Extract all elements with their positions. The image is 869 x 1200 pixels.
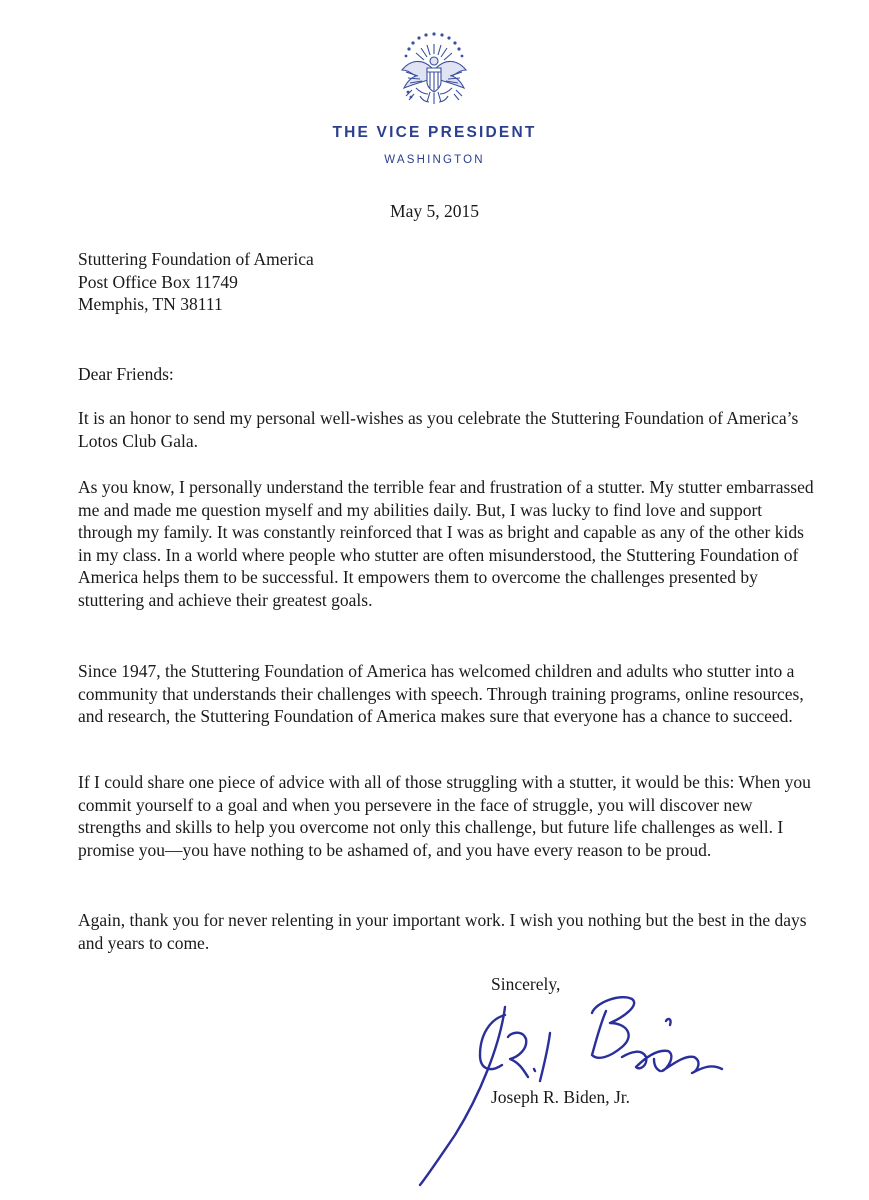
recipient-address — [78, 248, 314, 316]
vice-presidential-seal-icon — [394, 30, 474, 112]
letter-date: May 5, 2015 — [390, 201, 479, 221]
address-line: Memphis, TN 38111 — [78, 294, 223, 314]
address-line: Stuttering Foundation of America — [78, 249, 314, 269]
body-paragraph-1: It is an honor to send my personal well-wishes as you celebrate the Stuttering Foundation of America’s Lotos Club Gala. — [78, 408, 799, 451]
letterhead-city: WASHINGTON — [384, 154, 485, 166]
letterhead-title: THE VICE PRESIDENT — [332, 124, 537, 141]
address-line: Post Office Box 11749 — [78, 271, 238, 292]
signer-name: Joseph R. Biden, Jr. — [491, 1087, 631, 1107]
body-paragraph-4: If I could share one piece of advice with all of those struggling with a stutter, it would be this: When you commit yourself to a goal and when you persevere in the face of struggle, you will discover new strengths and skills to help you overcome not only this challenge, but future life challenges as well. I promise you—you have nothing to be ashamed of, and you have every reason to be proud. — [78, 772, 811, 860]
body-paragraph-3: Since 1947, the Stuttering Foundation of America has welcomed children and adults who stutter into a community that understands their challenges with speech. Through training programs, online resources, and research, the Stuttering Foundation of America makes sure that everyone has a chance to succeed. — [78, 661, 804, 726]
body-paragraph-2: As you know, I personally understand the terrible fear and frustration of a stutter. My stutter embarrassed me and made me question myself and my abilities daily. But, I was lucky to find love and support through my family. It was constantly reinforced that I was as bright and capable as any of the other kids in my class. In a world where people who stutter are often misunderstood, the Stuttering Foundation of America helps them to be successful. It empowers them to overcome the challenges presented by stuttering and achieve their greatest goals. — [78, 477, 814, 610]
closing: Sincerely, — [491, 974, 561, 994]
salutation: Dear Friends: — [78, 364, 174, 384]
body-paragraph-5: Again, thank you for never relenting in your important work. I wish you nothing but the best in the days and years to come. — [78, 910, 807, 953]
